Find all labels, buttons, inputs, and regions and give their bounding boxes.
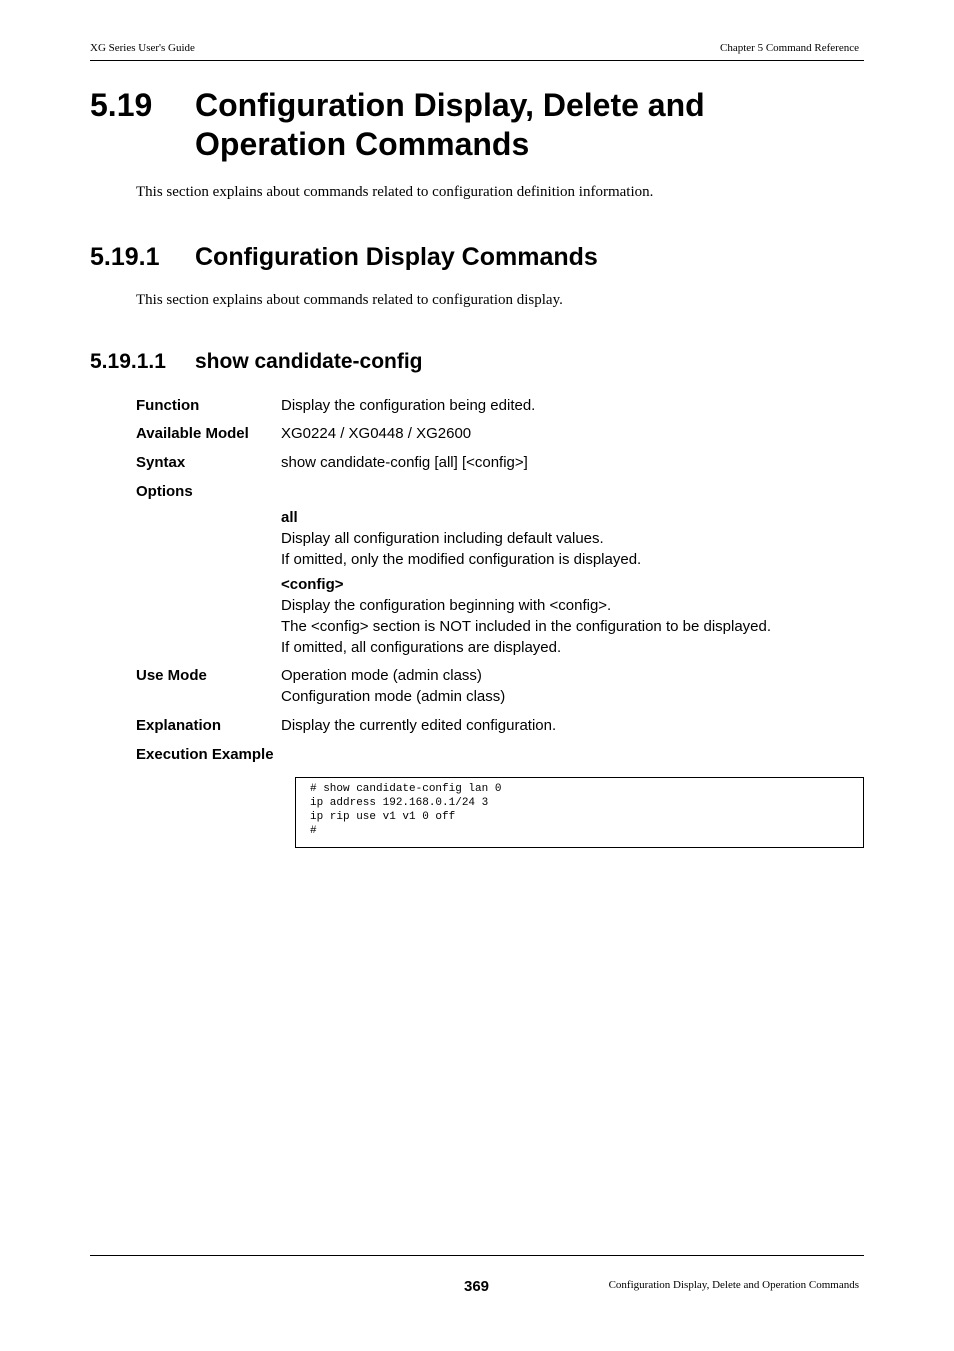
running-footer-title: Configuration Display, Delete and Operation Commands bbox=[608, 1279, 859, 1291]
use-mode-line: Operation mode (admin class) bbox=[281, 667, 482, 684]
section-title: Configuration Display, Delete and Operation Commands bbox=[195, 87, 705, 162]
subsection-intro: This section explains about commands related to configuration display. bbox=[136, 292, 563, 308]
explanation-value: Display the currently edited configuration. bbox=[281, 717, 557, 734]
available-model-value: XG0224 / XG0448 / XG2600 bbox=[281, 425, 472, 442]
code-line: ip rip use v1 v1 0 off bbox=[310, 811, 456, 823]
syntax-label: Syntax bbox=[136, 454, 186, 471]
available-model-label: Available Model bbox=[136, 425, 249, 442]
option-all bbox=[281, 507, 641, 570]
running-header-title: XG Series User's Guide bbox=[90, 42, 195, 54]
section-intro: This section explains about commands related to configuration definition information. bbox=[136, 184, 654, 200]
execution-example-label: Execution Example bbox=[136, 746, 274, 763]
subsection-title: Configuration Display Commands bbox=[195, 243, 598, 271]
use-mode-line: Configuration mode (admin class) bbox=[281, 688, 506, 705]
section-number: 5.19 bbox=[90, 87, 153, 123]
use-mode-label: Use Mode bbox=[136, 667, 207, 684]
use-mode-value bbox=[281, 665, 505, 707]
command-number: 5.19.1.1 bbox=[90, 350, 166, 373]
option-description-line: Display the configuration beginning with <config>. bbox=[281, 597, 612, 614]
options-label: Options bbox=[136, 483, 193, 500]
subsection-number: 5.19.1 bbox=[90, 243, 160, 271]
function-value: Display the configuration being edited. bbox=[281, 397, 536, 414]
option-description-line: The <config> section is NOT included in the configuration to be displayed. bbox=[281, 618, 772, 635]
function-label: Function bbox=[136, 397, 200, 414]
syntax-value: show candidate-config [all] [<config>] bbox=[281, 454, 528, 471]
page-number: 369 bbox=[464, 1278, 490, 1295]
option-name: all bbox=[281, 509, 298, 526]
code-line: # show candidate-config lan 0 bbox=[310, 783, 502, 795]
option-name: <config> bbox=[281, 576, 344, 593]
code-line: # bbox=[310, 825, 317, 837]
code-line: ip address 192.168.0.1/24 3 bbox=[310, 797, 489, 809]
option-description-line: Display all configuration including default values. bbox=[281, 530, 604, 547]
execution-example-code bbox=[295, 777, 864, 848]
option-config bbox=[281, 574, 771, 658]
option-description-line: If omitted, only the modified configuration is displayed. bbox=[281, 551, 642, 568]
running-header-chapter: Chapter 5 Command Reference bbox=[720, 42, 859, 54]
header-rule bbox=[90, 60, 864, 61]
option-description-line: If omitted, all configurations are displayed. bbox=[281, 639, 562, 656]
command-title: show candidate-config bbox=[195, 350, 423, 373]
footer-rule bbox=[90, 1255, 864, 1256]
explanation-label: Explanation bbox=[136, 717, 222, 734]
